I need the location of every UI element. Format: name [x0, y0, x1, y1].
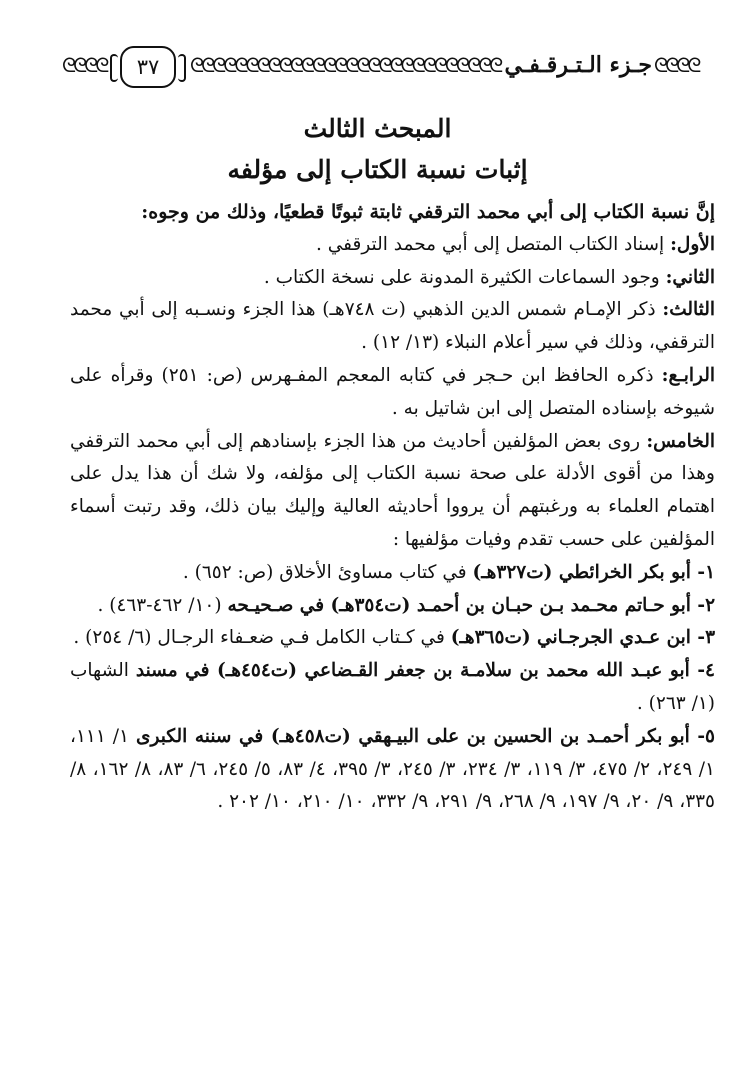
author-source: الشهاب (١/ ٢٦٣) .	[70, 660, 715, 714]
author-name: ١- أبو بكر الخرائطي (ت٣٢٧هـ)	[472, 561, 715, 583]
point-label: الخامس:	[646, 430, 715, 452]
point-label: الثاني:	[665, 266, 715, 288]
intro-paragraph: إنَّ نسبة الكتاب إلى أبي محمد الترقفي ثابتة ثبوتًا قطعيًا، وذلك من وجوه:	[141, 201, 715, 223]
section-heading: المبحث الثالث	[303, 114, 452, 143]
point-text: ذكره الحافظ ابن حـجر في كتابه المعجم المفـهرس (ص: ٢٥١) وقرأه على شيوخه بإسناده المتصل إلى ابن شاتيل به .	[70, 364, 715, 419]
author-item-4	[70, 655, 715, 721]
author-name: ٥- أبو بكر أحمـد بن الحسين بن على البيـهقي (ت٤٥٨هـ) في سننه الكبرى	[136, 725, 715, 747]
author-source: في كتاب مساوئ الأخلاق (ص: ٦٥٢) .	[182, 561, 473, 583]
page-header	[62, 42, 714, 92]
ornament-left: ᘓᘓᘓᘓ	[62, 54, 107, 76]
author-item-5	[70, 721, 715, 819]
point-text: ذكر الإمـام شمس الدين الذهبي (ت ٧٤٨هـ) هذا الجزء ونسـبه إلى أبي محمد الترقفي، وذلك في سير أعلام النبلاء (١٣/ ١٢) .	[70, 299, 715, 354]
point-fifth	[70, 426, 715, 557]
point-label: الأول:	[670, 233, 715, 255]
point-label: الرابـع:	[661, 364, 716, 386]
point-second	[70, 262, 715, 295]
point-text: روى بعض المؤلفين أحاديث من هذا الجزء بإسنادهم إلى أبي محمد الترقفي وهذا من أقوى الأدلة على صحة نسبة الكتاب إلى مؤلفه، ولا شك أن هذا يدل على اهتمام العلماء به ورغبتهم أن يرووا أحاديثه العالية وإليك بيان ذلك، وقد رتبت أسماء المؤلفين على حسب تقدم وفيات مؤلفيها :	[70, 430, 715, 550]
point-fourth	[70, 360, 715, 426]
author-name: ٢- أبو حـاتم محـمد بـن حبـان بن أحمـد (ت٣٥٤هـ) في صـحيـحه	[227, 594, 715, 616]
section-subheading: إثبات نسبة الكتاب إلى مؤلفه	[227, 155, 528, 184]
author-source: (١٠/ ٤٦٢-٤٦٣) .	[97, 594, 228, 616]
running-title: جـزء الـتـرقـفـي	[504, 52, 652, 78]
author-source: في كـتاب الكامل فـي ضعـفاء الرجـال (٦/ ٢٥٤) .	[73, 627, 451, 649]
page-number: ٣٧	[136, 55, 160, 79]
ornament-middle: ᘓᘓᘓᘓᘓᘓᘓᘓᘓᘓᘓᘓᘓᘓᘓᘓᘓᘓᘓᘓᘓᘓᘓᘓᘓᘓᘓᘓ	[190, 54, 501, 76]
main-text	[70, 196, 715, 819]
page-number-box	[120, 46, 176, 88]
point-third	[70, 294, 715, 360]
point-label: الثالث:	[662, 299, 715, 321]
point-text: إسناد الكتاب المتصل إلى أبي محمد الترقفي .	[315, 233, 671, 255]
point-text: وجود السماعات الكثيرة المدونة على نسخة الكتاب .	[263, 266, 666, 288]
ornament-right: ᘓᘓᘓᘓ	[654, 54, 699, 76]
author-name: ٤- أبو عبـد الله محمد بن سلامـة بن جعفر القـضاعي (ت٤٥٤هـ) في مسند	[135, 660, 715, 682]
author-item-3	[70, 622, 715, 655]
author-item-2	[70, 590, 715, 623]
author-source: ١/ ١١١، ١/ ٢٤٩، ٢/ ٤٧٥، ٣/ ١١٩، ٣/ ٢٣٤، ٣/ ٢٤٥، ٣/ ٣٩٥، ٤/ ٨٣، ٥/ ٢٤٥، ٦/ ٨٣، ٨/ ١٦٢، ٨/ ٣٣٥، ٩/ ٢٠، ٩/ ١٩٧، ٩/ ٢٦٨، ٩/ ٢٩١، ٩/ ٣٣٢، ١٠/ ٢١٠، ١٠/ ٢٠٢ .	[70, 725, 715, 813]
point-first	[70, 229, 715, 262]
author-name: ٣- ابن عـدي الجرجـاني (ت٣٦٥هـ)	[450, 627, 715, 649]
author-item-1	[70, 557, 715, 590]
